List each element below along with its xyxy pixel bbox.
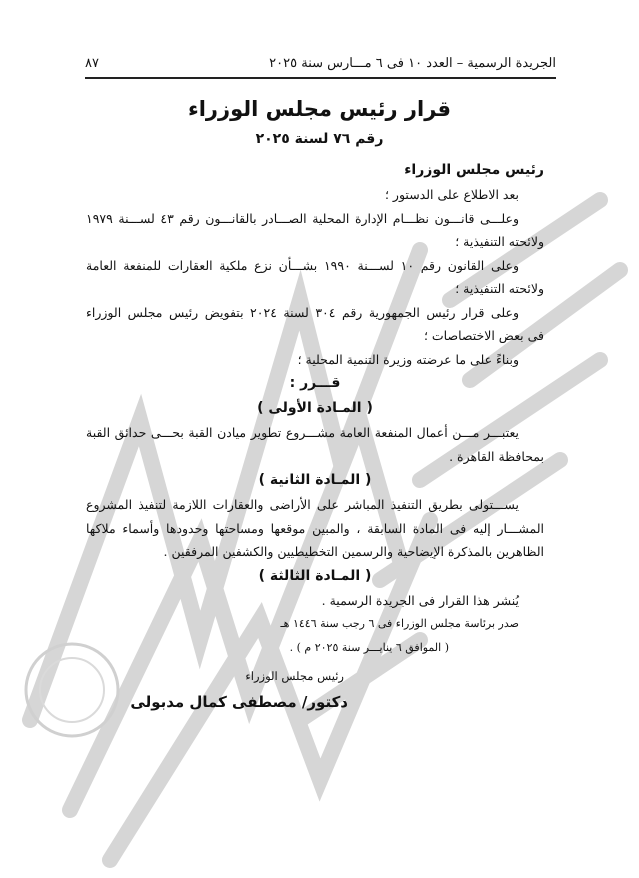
article-1-heading: ( المـادة الأولى ) [257, 400, 373, 416]
article-2-heading: ( المـادة الثانية ) [258, 472, 372, 488]
issuer-heading: رئيس مجلس الوزراء [404, 162, 544, 178]
decided-heading: قـــرر : [289, 375, 341, 391]
preamble-line: فى بعض الاختصاصات ؛ [423, 328, 544, 343]
decree-body [86, 158, 544, 715]
preamble-line: وعلى قرار رئيس الجمهورية رقم ٣٠٤ لسنة ٢٠٢٤ بتفويض رئيس مجلس الوزراء [86, 304, 519, 320]
signature-title: رئيس مجلس الوزراء [245, 669, 344, 683]
signature-name: دكتور/ مصطفى كمال مدبولى [130, 692, 348, 711]
journal-issue: الجريدة الرسمية – العدد ١٠ فى ٦ مـــارس سنة ٢٠٢٥ [269, 55, 556, 71]
preamble-line: وبناءً على ما عرضته وزيرة التنمية المحلية ؛ [297, 351, 519, 367]
article-1-line: يعتبـــر مـــن أعمال المنفعة العامة مشـــروع تطوير ميادن القبة بحـــى حدائق القبة [86, 425, 519, 440]
preamble-line: وعلـــى قانـــون نظـــام الإدارة المحلية الصـــادر بالقانـــون رقم ٤٣ لســـنة ١٩٧٩ [86, 210, 520, 226]
preamble-line: ولائحته التنفيذية ؛ [455, 234, 544, 249]
issued-gregorian: ( الموافق ٦ ينايـــر سنة ٢٠٢٥ م ) . [289, 640, 449, 654]
article-2-line: المشـــار إليه فى المادة السابقة ، والمبين موقعها ومساحتها وحدودها وأسماء ملاكها [86, 520, 544, 536]
preamble-line: بعد الاطلاع على الدستور ؛ [384, 187, 519, 202]
article-1-line: بمحافظة القاهرة . [449, 448, 544, 464]
issued-hijri: صدر برئاسة مجلس الوزراء فى ٦ رجب سنة ١٤٤٦ هـ [280, 617, 519, 630]
decree-title: قرار رئيس مجلس الوزراء [187, 97, 452, 121]
article-3-line: يُنشر هذا القرار فى الجريدة الرسمية . [321, 592, 519, 608]
preamble-line: ولائحته التنفيذية ؛ [455, 281, 544, 296]
article-3-heading: ( المـادة الثالثة ) [258, 567, 372, 584]
preamble-line: وعلى القانون رقم ١٠ لســـنة ١٩٩٠ بشـــأن نزع ملكية العقارات للمنفعة العامة [86, 257, 519, 273]
running-header [85, 52, 556, 74]
header-divider [85, 77, 556, 79]
decree-number: رقم ٧٦ لسنة ٢٠٢٥ [255, 131, 384, 147]
article-2-line: يســـتولى بطريق التنفيذ المباشر على الأراضى والعقارات اللازمة لتنفيذ المشروع [86, 497, 519, 512]
page-number: ٨٧ [85, 55, 99, 71]
article-2-line: الظاهرين بالمذكرة الإيضاحية والرسمين التخطيطيين والكشفين المرفقين . [163, 544, 544, 559]
